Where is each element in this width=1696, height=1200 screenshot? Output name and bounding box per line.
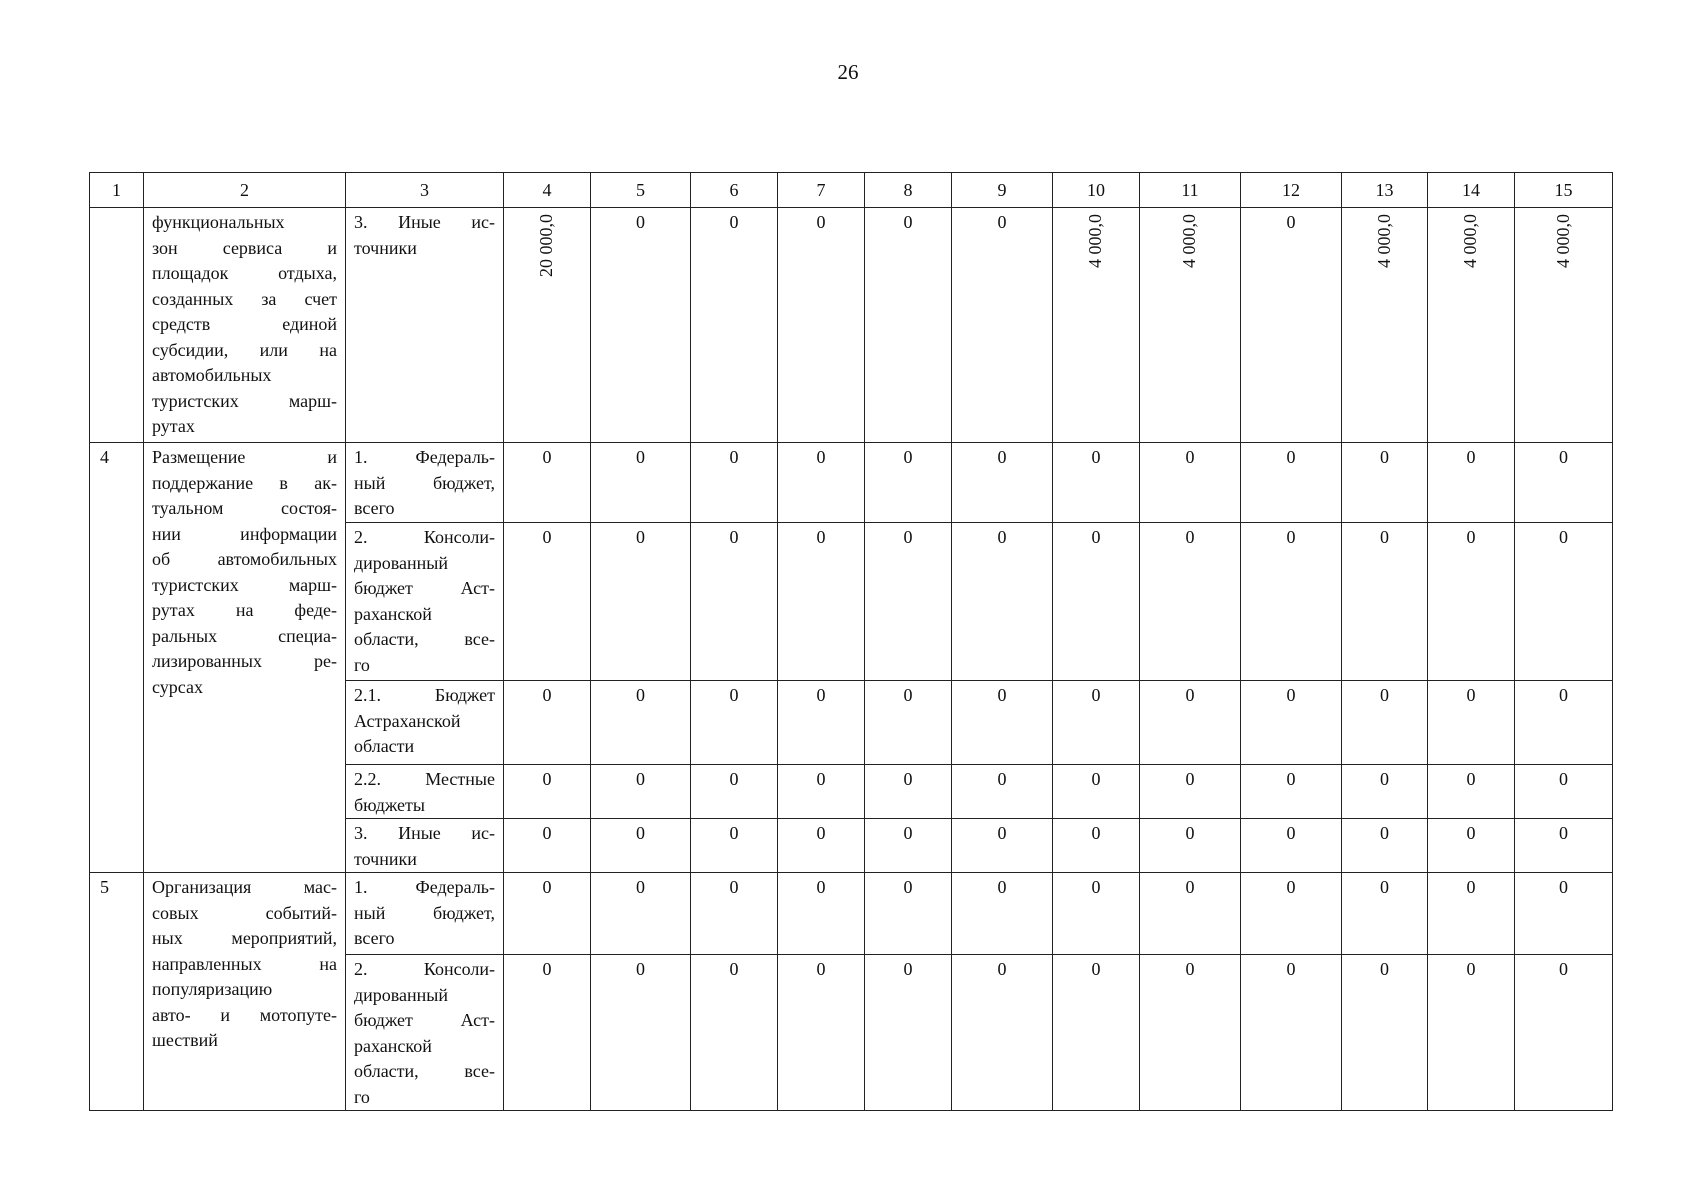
value-cell: 0 [1241,443,1342,523]
value-cell: 0 [1515,873,1613,955]
name-line: функциональных [152,212,285,232]
value-cell: 0 [504,955,591,1111]
value-cell [1428,208,1515,443]
name-line: туристских марш- [152,574,337,595]
header-cell: 6 [691,173,778,208]
value-cell: 0 [778,765,865,819]
source-line: 1. Федераль- [354,447,495,467]
source-line: точники [354,237,417,258]
value-cell: 0 [1140,819,1241,873]
name-line: авто- и мотопуте- [152,1004,337,1025]
table-row [90,208,1613,443]
header-cell: 5 [591,173,691,208]
header-cell: 2 [144,173,346,208]
name-line: субсидии, или на [152,339,337,360]
value-cell [1140,208,1241,443]
value-cell: 0 [591,681,691,765]
source-line: точники [354,848,417,869]
value-cell: 0 [865,443,952,523]
value-cell: 0 [591,208,691,443]
value-cell: 0 [1053,443,1140,523]
name-line: туальном состоя- [152,498,337,518]
index-cell [90,208,144,443]
value-cell: 0 [952,873,1053,955]
value-cell: 0 [591,873,691,955]
name-line: шествий [152,1030,218,1050]
value-cell: 0 [952,819,1053,873]
activity-name-cell [144,873,346,1111]
name-line: нии информации [152,523,337,544]
name-line: популяризацию [152,979,273,999]
name-line: ных мероприятий, [152,928,337,948]
value-cell: 0 [1140,443,1241,523]
value-text: 4 000,0 [1552,214,1573,268]
value-cell: 0 [778,443,865,523]
source-line: области, все- [354,1061,495,1081]
source-line: бюджеты [354,794,425,815]
page-number: 26 [837,60,859,84]
source-line: дированный [354,984,449,1005]
value-cell: 0 [1342,681,1428,765]
source-line: дированный [354,552,449,573]
name-line: площадок отдыха, [152,263,337,283]
name-line: ральных специа- [152,625,337,646]
value-cell: 0 [504,443,591,523]
index-cell: 5 [90,873,144,1111]
value-cell: 0 [1241,955,1342,1111]
value-cell: 0 [865,681,952,765]
value-cell: 0 [865,765,952,819]
value-cell: 0 [591,523,691,681]
value-cell: 0 [1053,819,1140,873]
source-line: 2.2. Местные [354,769,495,789]
funding-source-cell [346,208,504,443]
value-cell: 0 [952,523,1053,681]
value-cell: 0 [691,819,778,873]
value-cell [1342,208,1428,443]
source-line: го [354,1086,370,1107]
source-line: всего [354,498,395,518]
header-cell: 3 [346,173,504,208]
value-cell: 0 [1515,955,1613,1111]
name-line: сурсах [152,676,203,697]
value-cell: 0 [591,819,691,873]
funding-source-cell [346,443,504,523]
header-cell: 11 [1140,173,1241,208]
source-line: 3. Иные ис- [354,212,495,232]
value-cell: 0 [1241,873,1342,955]
name-line: рутах на феде- [152,600,337,620]
value-cell: 0 [1428,523,1515,681]
name-line: поддержание в ак- [152,472,337,493]
value-cell: 0 [691,765,778,819]
value-cell: 0 [1515,681,1613,765]
value-cell: 0 [691,681,778,765]
value-cell: 0 [1241,523,1342,681]
name-line: автомобильных [152,365,272,385]
value-cell: 0 [691,523,778,681]
index-cell: 4 [90,443,144,873]
value-cell: 0 [1428,819,1515,873]
value-cell: 0 [1053,765,1140,819]
funding-source-cell [346,765,504,819]
source-line: раханской [354,603,432,624]
header-cell: 15 [1515,173,1613,208]
value-cell: 0 [952,443,1053,523]
value-cell: 0 [691,873,778,955]
value-cell: 0 [1053,681,1140,765]
funding-source-cell [346,819,504,873]
value-cell [1053,208,1140,443]
header-cell: 8 [865,173,952,208]
name-line: лизированных ре- [152,651,337,671]
value-cell: 0 [1428,873,1515,955]
value-cell: 0 [1342,819,1428,873]
value-cell: 0 [1515,819,1613,873]
value-cell: 0 [591,443,691,523]
value-cell: 0 [1428,443,1515,523]
value-cell: 0 [1241,819,1342,873]
value-cell: 0 [865,873,952,955]
value-cell: 0 [1342,955,1428,1111]
value-cell: 0 [591,955,691,1111]
name-line: зон сервиса и [152,237,337,258]
value-cell: 0 [952,955,1053,1111]
funding-source-cell [346,955,504,1111]
source-line: 1. Федераль- [354,877,495,897]
budget-table [89,172,1613,1111]
value-cell: 0 [1342,765,1428,819]
value-cell: 0 [865,208,952,443]
value-cell: 0 [504,765,591,819]
value-cell: 0 [504,681,591,765]
header-cell: 9 [952,173,1053,208]
value-cell [1515,208,1613,443]
value-cell: 0 [1515,765,1613,819]
value-cell: 0 [1241,681,1342,765]
value-cell: 0 [691,208,778,443]
table-row [90,873,1613,955]
header-cell: 1 [90,173,144,208]
value-text: 4 000,0 [1373,214,1394,268]
value-cell: 0 [1342,443,1428,523]
funding-source-cell [346,873,504,955]
value-cell: 0 [691,443,778,523]
value-cell: 0 [778,873,865,955]
value-cell: 0 [1428,765,1515,819]
value-cell: 0 [1428,681,1515,765]
name-line: средств единой [152,314,337,334]
source-line: 2.1. Бюджет [354,685,495,705]
header-cell: 10 [1053,173,1140,208]
source-line: 2. Консоли- [354,959,495,979]
value-cell: 0 [778,681,865,765]
value-cell: 0 [865,955,952,1111]
value-cell: 0 [1140,955,1241,1111]
name-line: совых событий- [152,902,337,923]
source-line: всего [354,928,395,948]
source-line: ный бюджет, [354,472,495,493]
activity-name-cell [144,443,346,873]
header-cell: 14 [1428,173,1515,208]
value-cell: 0 [778,523,865,681]
header-cell: 12 [1241,173,1342,208]
value-text: 20 000,0 [536,214,557,277]
source-line: го [354,654,370,675]
header-cell: 4 [504,173,591,208]
header-row [90,173,1613,208]
value-cell: 0 [778,955,865,1111]
name-line: направленных на [152,953,337,974]
value-cell: 0 [1342,873,1428,955]
name-line: Размещение и [152,447,337,467]
value-cell [504,208,591,443]
value-cell: 0 [504,523,591,681]
value-cell: 0 [504,819,591,873]
source-line: бюджет Аст- [354,1010,495,1030]
value-cell: 0 [865,819,952,873]
value-cell: 0 [1140,765,1241,819]
source-line: области [354,736,415,756]
value-cell: 0 [952,681,1053,765]
value-cell: 0 [1515,443,1613,523]
value-cell: 0 [1140,523,1241,681]
value-cell: 0 [504,873,591,955]
value-cell: 0 [1053,955,1140,1111]
header-cell: 7 [778,173,865,208]
value-cell: 0 [778,819,865,873]
source-line: 2. Консоли- [354,527,495,547]
value-text: 4 000,0 [1179,214,1200,268]
header-cell: 13 [1342,173,1428,208]
name-line: созданных за счет [152,288,337,309]
value-cell: 0 [1241,765,1342,819]
activity-name-cell [144,208,346,443]
value-cell: 0 [952,208,1053,443]
value-cell: 0 [1140,681,1241,765]
value-cell: 0 [691,955,778,1111]
name-line: Организация мас- [152,877,337,897]
value-cell: 0 [778,208,865,443]
value-cell: 0 [1140,873,1241,955]
funding-source-cell [346,523,504,681]
source-line: Астраханской [354,710,461,731]
funding-source-cell [346,681,504,765]
source-line: раханской [354,1035,432,1056]
name-line: туристских марш- [152,390,337,411]
value-text: 4 000,0 [1085,214,1106,268]
source-line: области, все- [354,629,495,649]
value-cell: 0 [952,765,1053,819]
value-cell: 0 [1342,523,1428,681]
value-text: 4 000,0 [1460,214,1481,268]
source-line: 3. Иные ис- [354,823,495,843]
source-line: ный бюджет, [354,902,495,923]
source-line: бюджет Аст- [354,578,495,598]
value-cell: 0 [591,765,691,819]
name-line: рутах [152,416,195,436]
value-cell: 0 [1515,523,1613,681]
value-cell: 0 [1241,208,1342,443]
value-cell: 0 [1053,873,1140,955]
name-line: об автомобильных [152,549,337,569]
table-row [90,443,1613,523]
value-cell: 0 [865,523,952,681]
value-cell: 0 [1053,523,1140,681]
value-cell: 0 [1428,955,1515,1111]
